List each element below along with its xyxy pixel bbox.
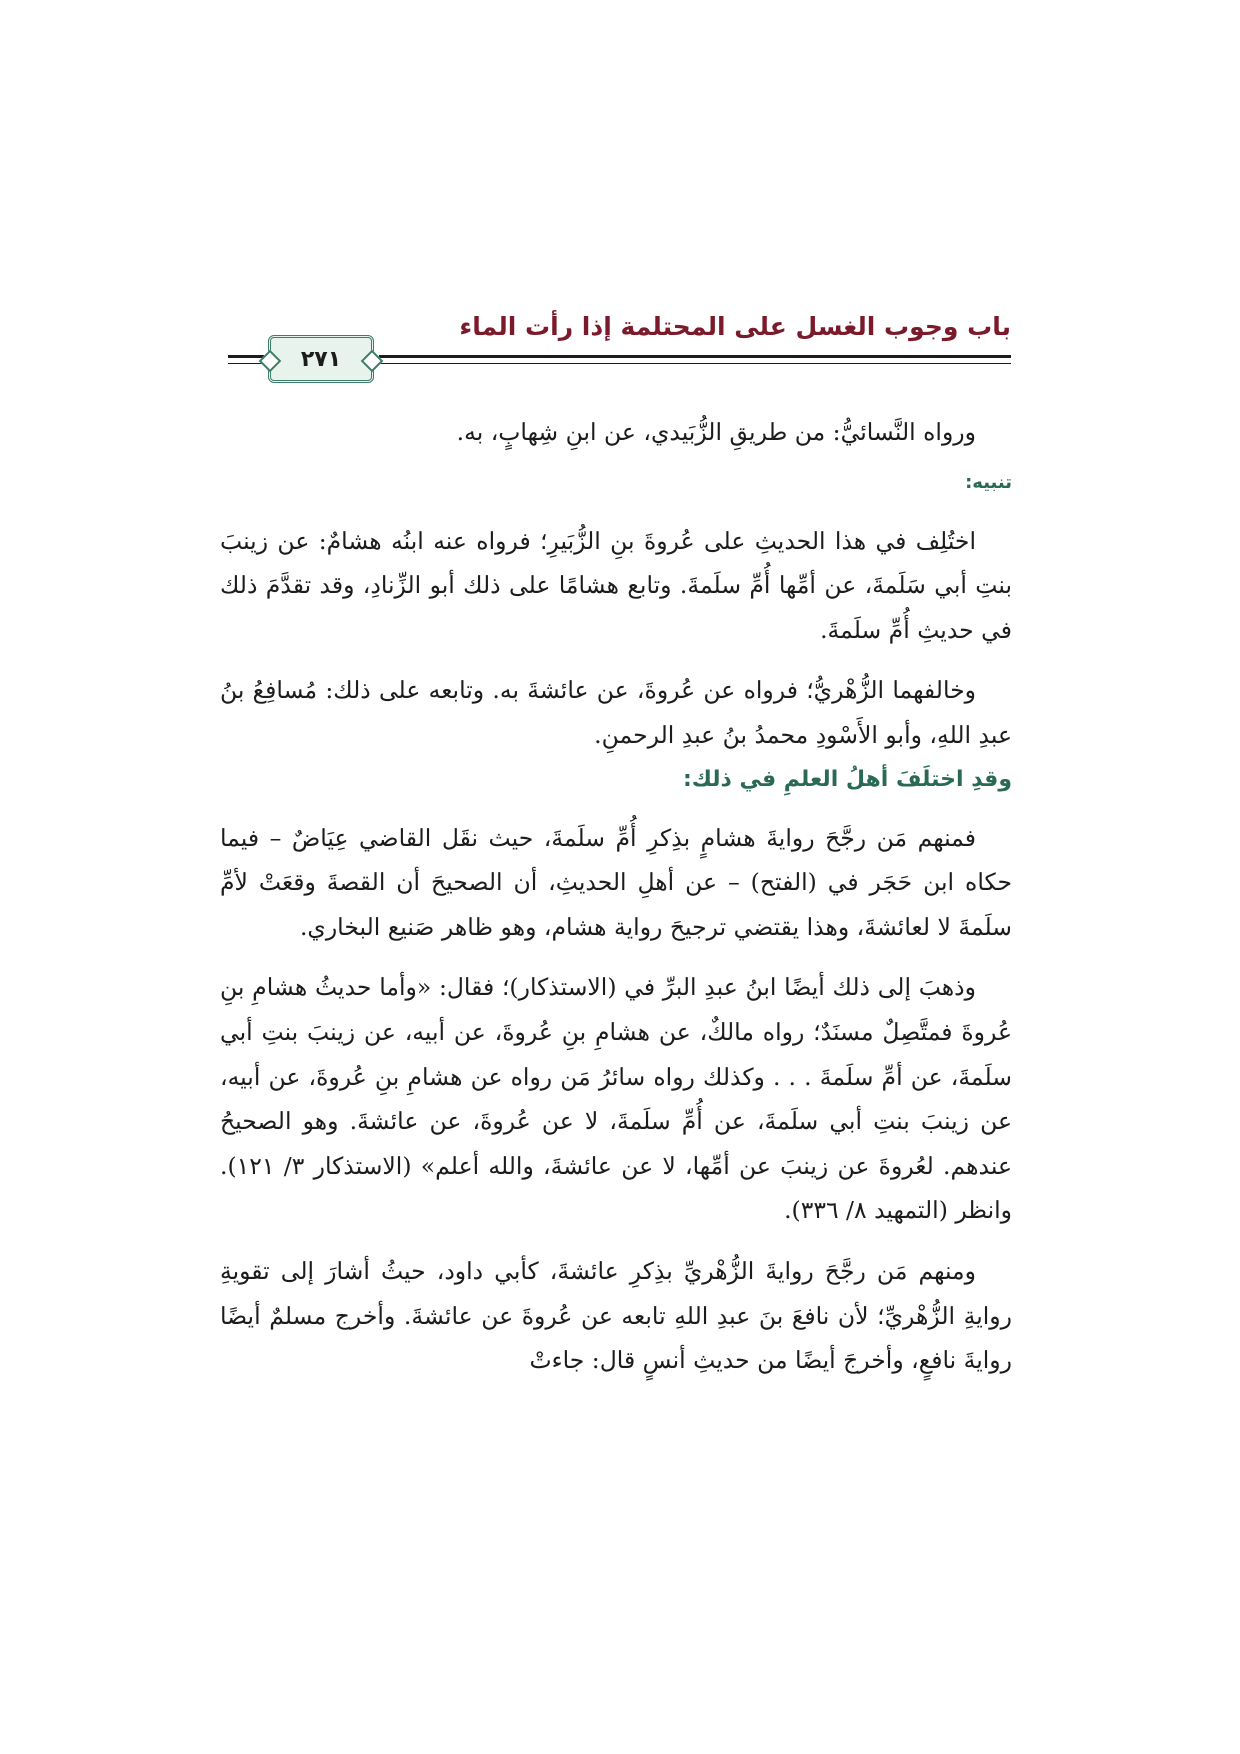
page-number-badge bbox=[268, 335, 374, 383]
note-label: تنبيه: bbox=[965, 471, 1012, 493]
running-header bbox=[228, 312, 1011, 388]
page-number: ٢٧١ bbox=[300, 346, 342, 372]
header-rule-left bbox=[228, 355, 264, 358]
page-body bbox=[220, 410, 1012, 1383]
header-rule bbox=[379, 355, 1011, 358]
paragraph-hisham-preferred: فمنهم مَن رجَّحَ روايةَ هشامٍ بذِكرِ أُمِّ سلَمةَ، حيث نقَل القاضي عِيَاضٌ – فيما حكاه ابن حَجَر في (الفتح) – عن أهلِ الحديثِ، أن الصحيحَ أن القصةَ وقعَتْ لأمِّ سلَمةَ لا لعائشةَ، وهذا يقتضي ترجيحَ رواية هشام، وهو ظاهر صَنيع البخاري. bbox=[220, 823, 1012, 941]
paragraph-disagreement: اختُلِف في هذا الحديثِ على عُروةَ بنِ الزُّبَيرِ؛ فرواه عنه ابنُه هشامٌ: عن زينبَ بنتِ أبي سَلَمةَ، عن أمِّها أُمِّ سلَمةَ. وتابع هشامًا على ذلك أبو الزِّنادِ، وقد تقدَّمَ ذلك في حديثِ أُمِّ سلَمةَ. bbox=[220, 526, 1012, 644]
paragraph-nasai: ورواه النَّسائيُّ: من طريقِ الزُّبَيدي، عن ابنِ شِهابٍ، به. bbox=[456, 418, 976, 446]
chapter-title: باب وجوب الغسل على المحتلمة إذا رأت الماء bbox=[459, 312, 1011, 341]
paragraph-ibn-abd-al-barr: وذهبَ إلى ذلك أيضًا ابنُ عبدِ البرِّ في (الاستذكار)؛ فقال: «وأما حديثُ هشامِ بنِ عُروةَ فمتَّصِلٌ مسنَدٌ؛ رواه مالكٌ، عن هشامِ بنِ عُروةَ، عن أبيه، عن زينبَ بنتِ أبي سلَمةَ، عن أمِّ سلَمةَ . . . وكذلك رواه سائرُ مَن رواه عن هشامِ بنِ عُروةَ، عن أبيه، عن زينبَ بنتِ أبي سلَمةَ، عن أُمِّ سلَمةَ، لا عن عُروةَ، عن عائشةَ. وهو الصحيحُ عندهم. لعُروةَ عن زينبَ عن أمِّها، لا عن عائشةَ، والله أعلم» (الاستذكار ٣/ ١٢١). وانظر (التمهيد ٨/ ٣٣٦). bbox=[220, 973, 1012, 1225]
section-subheading: وقدِ اختلَفَ أهلُ العلمِ في ذلك: bbox=[682, 766, 1012, 792]
paragraph-zuhri-preferred: ومنهم مَن رجَّحَ روايةَ الزُّهْريِّ بذِكرِ عائشةَ، كأبي داود، حيثُ أشارَ إلى تقويةِ روايةِ الزُّهْريِّ؛ لأن نافعَ بنَ عبدِ اللهِ تابعه عن عُروةَ عن عائشةَ. وأخرج مسلمٌ أيضًا روايةَ نافعٍ، وأخرجَ أيضًا من حديثِ أنسٍ قال: جاءتْ bbox=[220, 1256, 1012, 1375]
paragraph-zuhri: وخالفهما الزُّهْريُّ؛ فرواه عن عُروةَ، عن عائشةَ به. وتابعه على ذلك: مُسافِعُ بنُ عبدِ اللهِ، وأبو الأَسْودِ محمدُ بنُ عبدِ الرحمنِ. bbox=[220, 676, 1012, 749]
header-rule-left-thin bbox=[228, 363, 264, 364]
header-rule-thin bbox=[379, 363, 1011, 364]
